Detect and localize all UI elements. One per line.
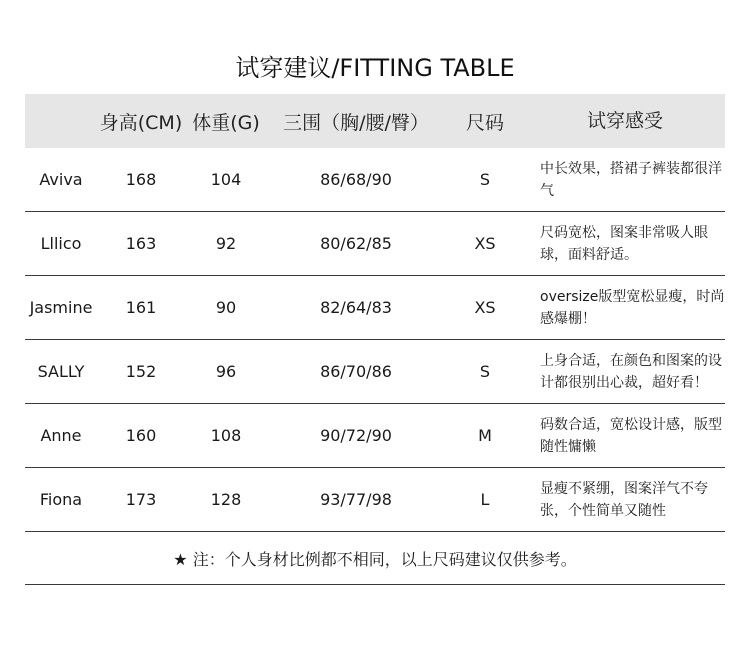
table-row xyxy=(25,340,725,404)
cell-height: 168 xyxy=(125,170,157,189)
cell-measurements: 86/68/90 xyxy=(320,170,392,189)
cell-weight: 92 xyxy=(215,234,237,253)
footnote: ★ 注：个人身材比例都不相同，以上尺码建议仅供参考。 xyxy=(25,532,725,585)
cell-height: 161 xyxy=(125,298,157,317)
cell-size: XS xyxy=(474,298,496,317)
header-height: 身高(CM) xyxy=(99,111,183,134)
cell-feedback: 尺码宽松，图案非常吸人眼球，面料舒适。 xyxy=(540,224,708,263)
cell-feedback: 中长效果，搭裙子裤装都很洋气 xyxy=(540,160,722,199)
cell-name: Jasmine xyxy=(29,298,93,317)
cell-weight: 96 xyxy=(215,362,237,381)
cell-measurements: 80/62/85 xyxy=(320,234,392,253)
fitting-table xyxy=(25,94,725,585)
table-header xyxy=(25,94,725,148)
cell-height: 163 xyxy=(125,234,157,253)
cell-weight: 90 xyxy=(215,298,237,317)
cell-feedback: 显瘦不紧绷，图案洋气不夸张，个性简单又随性 xyxy=(540,480,708,519)
table-row xyxy=(25,148,725,212)
cell-measurements: 82/64/83 xyxy=(320,298,392,317)
cell-feedback: 码数合适，宽松设计感，版型随性慵懒 xyxy=(540,416,722,455)
cell-measurements: 86/70/86 xyxy=(320,362,392,381)
table-row xyxy=(25,276,725,340)
cell-size: S xyxy=(479,362,491,381)
page-title: 试穿建议/FITTING TABLE xyxy=(235,54,515,82)
cell-name: Anne xyxy=(40,426,82,445)
table-row xyxy=(25,212,725,276)
cell-height: 173 xyxy=(125,490,157,509)
cell-feedback: 上身合适，在颜色和图案的设计都很别出心裁，超好看！ xyxy=(540,352,722,391)
cell-size: S xyxy=(479,170,491,189)
table-row xyxy=(25,404,725,468)
cell-weight: 128 xyxy=(210,490,242,509)
cell-name: Aviva xyxy=(39,170,83,189)
header-measurements: 三围（胸/腰/臀） xyxy=(283,111,429,134)
cell-name: Lllico xyxy=(40,234,82,253)
cell-name: Fiona xyxy=(39,490,83,509)
cell-name: SALLY xyxy=(37,362,85,381)
cell-feedback: oversize版型宽松显瘦，时尚感爆棚！ xyxy=(540,288,725,327)
cell-height: 152 xyxy=(125,362,157,381)
cell-size: M xyxy=(478,426,492,445)
cell-measurements: 90/72/90 xyxy=(320,426,392,445)
cell-size: XS xyxy=(474,234,496,253)
cell-weight: 104 xyxy=(210,170,242,189)
header-size: 尺码 xyxy=(465,111,504,134)
cell-size: L xyxy=(480,490,490,509)
cell-weight: 108 xyxy=(210,426,242,445)
cell-measurements: 93/77/98 xyxy=(320,490,392,509)
header-feedback: 试穿感受 xyxy=(586,110,663,132)
cell-height: 160 xyxy=(125,426,157,445)
table-row xyxy=(25,468,725,532)
header-weight: 体重(G) xyxy=(192,111,260,134)
